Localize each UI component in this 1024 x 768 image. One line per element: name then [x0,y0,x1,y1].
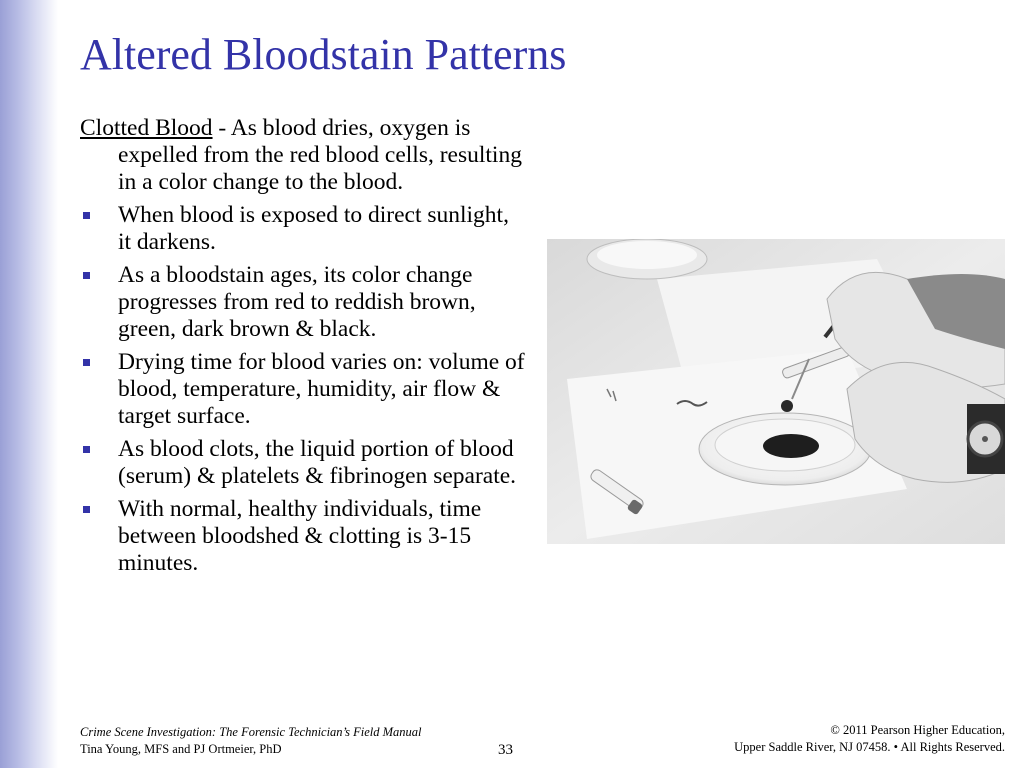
page-number: 33 [498,742,513,758]
bullet-text: When blood is exposed to direct sunlight, it darkens. [118,202,509,255]
bullet-item [80,262,525,343]
intro-text: - As blood dries, oxygen is expelled from the red blood cells, resulting in a color change to the blood. [118,115,522,195]
footer-copyright [734,722,1005,756]
bullet-list [80,202,525,577]
bullet-text: As blood clots, the liquid portion of blood (serum) & platelets & fibrinogen separate. [118,436,517,489]
clotted-blood-photo [547,239,1005,544]
left-gradient-band [0,0,58,768]
square-bullet-icon [83,212,90,219]
slide-title: Altered Bloodstain Patterns [80,30,567,79]
square-bullet-icon [83,446,90,453]
bullet-item [80,496,525,577]
bullet-text: As a bloodstain ages, its color change progresses from red to reddish brown, green, dark brown & black. [118,262,476,342]
footer-citation [80,724,422,758]
intro-paragraph [80,115,525,196]
slide-body [80,115,525,583]
bullet-item [80,349,525,430]
footer-book-title: Crime Scene Investigation: The Forensic Technician’s Field Manual [80,725,422,739]
square-bullet-icon [83,359,90,366]
bullet-item [80,436,525,490]
bullet-text: Drying time for blood varies on: volume of blood, temperature, humidity, air flow & target surface. [118,349,525,429]
footer-authors: Tina Young, MFS and PJ Ortmeier, PhD [80,742,282,756]
square-bullet-icon [83,272,90,279]
bullet-item [80,202,525,256]
bullet-text: With normal, healthy individuals, time between bloodshed & clotting is 3-15 minutes. [118,496,482,576]
square-bullet-icon [83,506,90,513]
copyright-line-2: Upper Saddle River, NJ 07458. • All Rights Reserved. [734,740,1005,754]
copyright-line-1: © 2011 Pearson Higher Education, [830,723,1005,737]
intro-heading: Clotted Blood [80,115,213,141]
